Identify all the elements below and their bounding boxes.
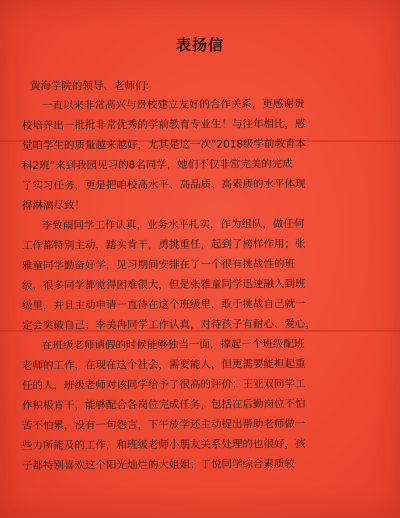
letter-line: 雅童同学勤奋好学，见习期间安排在了一个很有挑战性的班 bbox=[21, 258, 296, 272]
letter-line: 科2班”来到我园见习的8名同学，她们不仅非常完美的完成 bbox=[21, 158, 293, 172]
letter-line: 了实习任务，更是把咱校高水平、高品质、高素质的水平体现 bbox=[21, 178, 306, 192]
letter-line: 校培养出一批批非常优秀的学前教育专业生！与往年相比，感 bbox=[21, 118, 306, 132]
letter-line: 作积极肯干，能够配合各岗位完成任务，包括在后勤岗位不怕 bbox=[21, 398, 306, 412]
letter-line: 老师的工作，在现在这个社会，需要能人，但更需要能担起重 bbox=[21, 358, 306, 372]
letter-line: 觉咱学生的质量越来越好，尤其是这一次“2018级学前教育本 bbox=[21, 138, 307, 152]
letter-line: 苦不怕累，没有一句怨言，下午放学还主动提出帮助老师做一 bbox=[21, 418, 306, 432]
letter-line: 级，很多同学都觉得困难很大，但是张雅童同学迅速融入到班 bbox=[21, 278, 306, 292]
letter-body bbox=[22, 96, 382, 476]
letter-line: 任的人，班级老师对该同学给予了很高的评价；王亚双同学工 bbox=[21, 378, 306, 392]
letter-line: 得淋漓尽致！ bbox=[21, 199, 86, 212]
letter-line: 在班级老师请假的时候能够独当一面，撑起一个班级配班 bbox=[41, 338, 305, 352]
letter-line: 李致雨同学工作认真，业务水平扎实，作为组队，做任何 bbox=[41, 218, 305, 232]
letter-line: 些力所能及的工作，和班级老师小朋友关系处理的也很好，孩 bbox=[21, 438, 306, 452]
letter-line: 定会突破自己；李美冉同学工作认真，对待孩子有耐心、爱心， bbox=[21, 317, 317, 332]
letter-line: 一直以来非常高兴与贵校建立友好的合作关系，更感谢贵 bbox=[41, 98, 305, 112]
letter-greeting: 黄海学院的领导、老师们: bbox=[30, 80, 150, 92]
letter-line: 级里，并且主动申请一直待在这个班级里，敢于挑战自己就一 bbox=[21, 298, 306, 312]
letter-title: 表扬信 bbox=[175, 36, 224, 54]
letter-line: 工作都特别主动，踏实肯干，勇挑重任，起到了榜样作用；张 bbox=[21, 238, 306, 252]
letter-line: 子都特别喜欢这个阳光灿烂的大姐姐；丁悦同学综合素质较 bbox=[21, 458, 296, 472]
